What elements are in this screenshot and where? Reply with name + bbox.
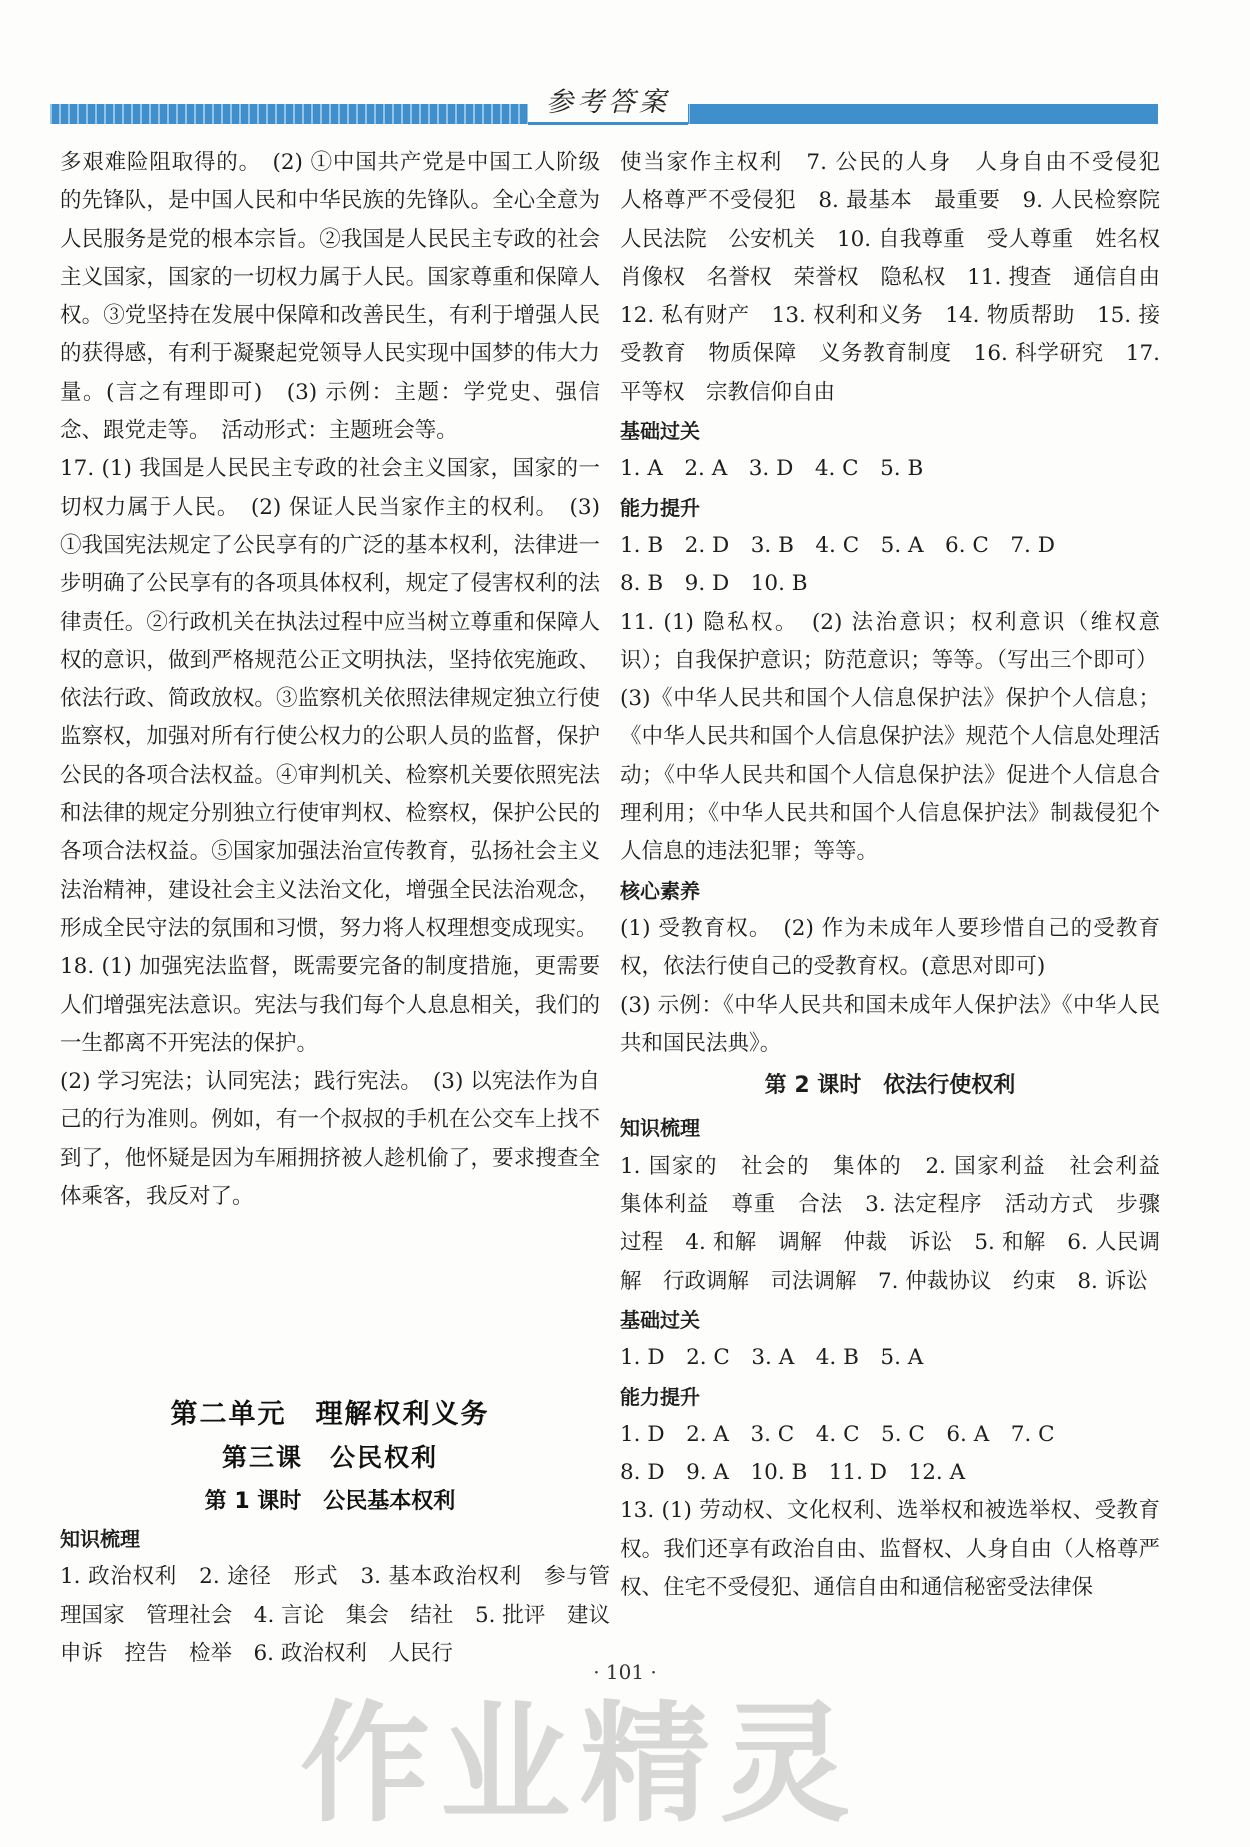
header-title: 参考答案 (528, 84, 688, 125)
left-para-2: 17. (1) 我国是人民民主专政的社会主义国家，国家的一切权力属于人民。 (2) 保证人民当家作主的权利。 (3) ①我国宪法规定了公民享有的广泛的基本权利，法律进一步明确了公民享有的各项具体权利，规定了侵害权利的法律责任。②行政机关在执法过程中应当树立尊重和保障人权的意识，做到严格规范公正文明执法，坚持依宪施政、依法行政、简政放权。③监察机关依照法律规定独立行使监察权，加强对所有行使公权力的公职人员的监督，保护公民的各项合法权益。④审判机关、检察机关要依照宪法和法律的规定分别独立行使审判权、检察权，保护公民的各项合法权益。⑤国家加强法治宣传教育，弘扬社会主义法治精神，建设社会主义法治文化，增强全民法治观念，形成全民守法的氛围和习惯，努力将人权理想变成现实。 (60, 456, 600, 941)
q11-part-b: (3)《中华人民共和国个人信息保护法》保护个人信息；《中华人民共和国个人信息保护法》规范个人信息处理活动；《中华人民共和国个人信息保护法》促进个人信息合理利用；《中华人民共和国个人信息保护法》制裁侵犯个人信息的违法犯罪；等等。 (620, 686, 1160, 865)
knowledge-heading: 知识梳理 (60, 1527, 140, 1551)
right-intro: 使当家作主权利 7. 公民的人身 人身自由不受侵犯 人格尊严不受侵犯 8. 最基本 最重要 9. 人民检察院 人民法院 公安机关 10. 自我尊重 受人尊重 姓名权 肖像权 名誉权 荣誉权 隐私权 11. 搜查 通信自由 12. 私有财产 13. 权利和义务 14. 物质帮助 15. 接受教育 物质保障 义务教育制度 16. 科学研究 17. 平等权 宗教信仰自由 (620, 150, 1182, 405)
page-number: · 101 · (593, 1660, 657, 1684)
q11-part-a: 11. (1) 隐私权。 (2) 法治意识；权利意识（维权意识）；自我保护意识；防范意识；等等。（写出三个即可） (620, 609, 1160, 673)
period-1-title: 第 1 课时 公民基本权利 (204, 1489, 456, 1514)
ability-answers-1: 1. B 2. D 3. B 4. C 5. A 6. C 7. D (620, 532, 1055, 558)
q13-text: 13. (1) 劳动权、文化权利、选举权和被选举权、受教育权。我们还享有政治自由、监督权、人身自由（人格尊严权、住宅不受侵犯、通信自由和通信秘密受法律保 (620, 1498, 1160, 1600)
ability2-answers-1: 1. D 2. A 3. C 4. C 5. C 6. A 7. C (620, 1421, 1055, 1447)
unit-title: 第二单元 理解权利义务 (170, 1399, 490, 1430)
right-column (620, 144, 1182, 1607)
core-answer-1: (1) 受教育权。 (2) 作为未成年人要珍惜自己的受教育权，依法行使自己的受教育权。(意思对即可) (620, 915, 1160, 980)
ability-heading: 能力提升 (620, 495, 700, 520)
left-para-3: 18. (1) 加强宪法监督，既需要完备的制度措施，更需要人们增强宪法意识。宪法与我们每个人息息相关，我们的一生都离不开宪法的保护。 (60, 954, 600, 1056)
basic-answers-2: 1. D 2. C 3. A 4. B 5. A (620, 1345, 924, 1371)
left-para-4: (2) 学习宪法；认同宪法；践行宪法。 (3) 以宪法作为自己的行为准则。例如，有一个叔叔的手机在公交车上找不到了，他怀疑是因为车厢拥挤被人趁机偷了，要求搜查全体乘客，我反对了。 (60, 1069, 600, 1210)
left-para-1: 多艰难险阻取得的。 (2) ①中国共产党是中国工人阶级的先锋队，是中国人民和中华民族的先锋队。全心全意为人民服务是党的根本宗旨。②我国是人民民主专政的社会主义国家，国家的一切权力属于人民。国家尊重和保障人权。③党坚持在发展中保障和改善民生，有利于增强人民的获得感，有利于凝聚起党领导人民实现中国梦的伟大力量。(言之有理即可) (3) 示例：主题：学党史、强信念、跟党走等。 活动形式：主题班会等。 (60, 150, 600, 444)
watermark: 作业精灵 (300, 1688, 861, 1840)
period-2-title: 第 2 课时 依法行使权利 (764, 1073, 1016, 1099)
basic-heading: 基础过关 (620, 419, 700, 444)
core-answer-2: (3) 示例：《中华人民共和国未成年人保护法》《中华人民共和国民法典》。 (620, 992, 1160, 1056)
lesson-title: 第三课 公民权利 (221, 1443, 438, 1472)
basic-heading-2: 基础过关 (620, 1307, 700, 1332)
knowledge-heading-2: 知识梳理 (620, 1116, 700, 1141)
ability-answers-2: 8. B 9. D 10. B (620, 571, 808, 597)
basic-answers: 1. A 2. A 3. D 4. C 5. B (620, 456, 924, 482)
ability2-answers-2: 8. D 9. A 10. B 11. D 12. A (620, 1460, 966, 1486)
knowledge-text-2: 1. 国家的 社会的 集体的 2. 国家利益 社会利益 集体利益 尊重 合法 3. 法定程序 活动方式 步骤 过程 4. 和解 调解 仲裁 诉讼 5. 和解 6. 人民调解 行政调解 司法调解 7. 仲裁协议 约束 8. 诉讼 (620, 1153, 1182, 1294)
ability-heading-2: 能力提升 (620, 1384, 700, 1409)
left-tail (60, 1520, 632, 1673)
left-column (60, 144, 600, 1216)
core-heading: 核心素养 (620, 878, 700, 903)
knowledge-text: 1. 政治权利 2. 途径 形式 3. 基本政治权利 参与管理国家 管理社会 4. 言论 集会 结社 5. 批评 建议 申诉 控告 检举 6. 政治权利 人民行 (60, 1564, 632, 1666)
